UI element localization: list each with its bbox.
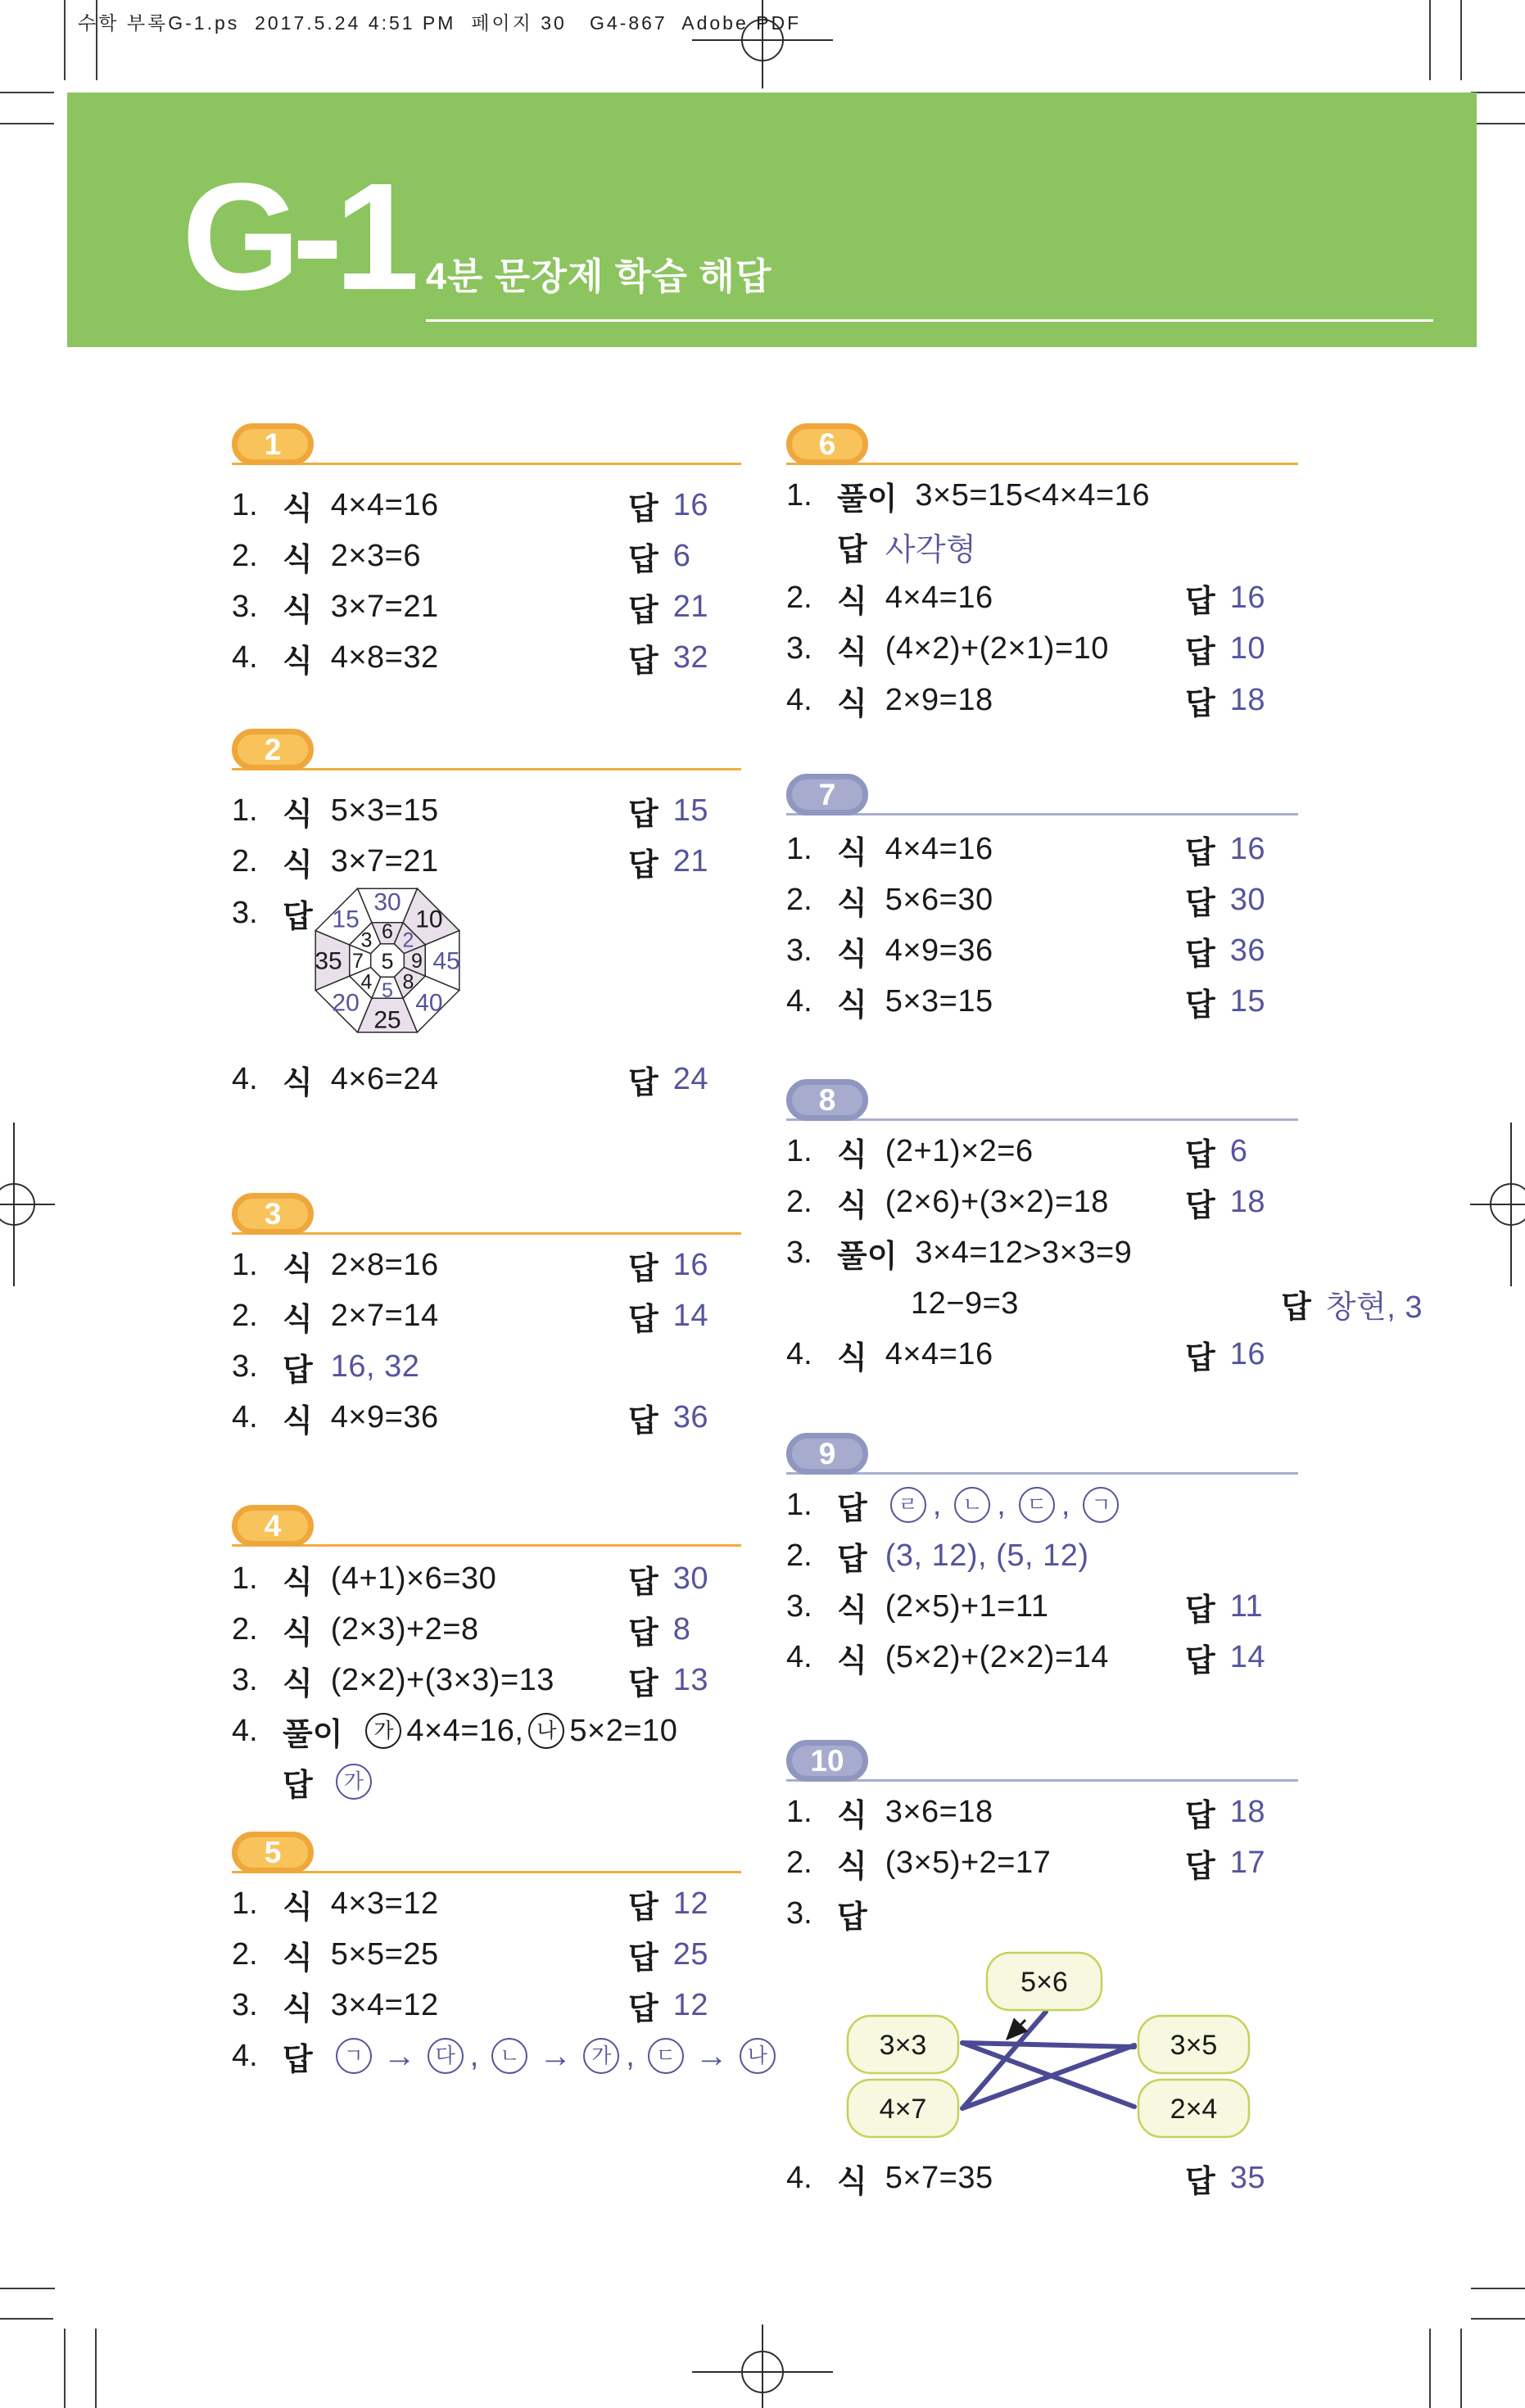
expression-label: 식 <box>283 847 313 883</box>
answer-label: 답 <box>628 542 658 577</box>
expression-label: 답 <box>837 1491 867 1526</box>
octagon-cell-value: 10 <box>415 906 443 933</box>
separator: , <box>469 2038 479 2073</box>
expression: (4×2)+(2×1)=10 <box>885 630 1109 666</box>
answer-label: 답 <box>628 1251 658 1286</box>
answer-label: 답 <box>1185 1137 1215 1172</box>
expression: (2×2)+(3×3)=13 <box>330 1662 554 1697</box>
answer-group <box>1185 1841 1298 1886</box>
registration-mark-right <box>1443 1123 1525 1286</box>
item-number: 3. <box>786 933 812 968</box>
answer-label: 답 <box>628 1940 658 1976</box>
octagon-cell-value: 3 <box>360 928 373 952</box>
item-number: 4. <box>786 983 812 1019</box>
expression-label: 식 <box>283 644 313 679</box>
answer-value: 36 <box>672 1399 708 1434</box>
expression-label: 식 <box>283 1251 313 1286</box>
item-number: 1. <box>786 831 812 866</box>
expression-label: 식 <box>837 1137 867 1172</box>
answer-value: 6 <box>672 538 691 573</box>
crop-mark-line <box>0 123 54 124</box>
expression: 12−9=3 <box>911 1285 1019 1321</box>
separator: , <box>626 2038 635 2073</box>
octagon-cell-value: 40 <box>415 989 443 1017</box>
answer-label: 답 <box>1281 1290 1311 1325</box>
expression-label: 식 <box>837 835 867 870</box>
item-number: 3. <box>786 1895 812 1931</box>
section-rule <box>232 1871 741 1873</box>
answer-label: 답 <box>628 847 658 883</box>
separator: , <box>997 1487 1006 1522</box>
answer-label: 답 <box>628 1302 658 1337</box>
octagon-cell-value: 4 <box>360 970 373 994</box>
answer-value: 18 <box>1229 1184 1265 1219</box>
item-number: 3. <box>232 895 258 930</box>
answer-value: 16 <box>1229 1336 1265 1371</box>
expression-label: 식 <box>283 1890 313 1925</box>
expression-label: 식 <box>837 1188 867 1223</box>
answer-label: 답 <box>1185 635 1215 670</box>
answer-value: 사각형 <box>885 532 977 567</box>
expression-label: 식 <box>837 1340 867 1376</box>
item-number: 3. <box>232 1987 258 2022</box>
octagon-cell-value: 6 <box>382 920 393 943</box>
item-number: 2. <box>232 1611 258 1647</box>
expression-label: 식 <box>283 1615 313 1651</box>
expression-label: 풀이 <box>283 1717 343 1752</box>
expression: (2×5)+1=11 <box>885 1588 1049 1624</box>
answer-value: 32 <box>672 639 708 675</box>
expression-label: 식 <box>837 987 867 1023</box>
section-number-pill: 5 <box>232 1832 314 1873</box>
expression: 2×8=16 <box>330 1247 439 1282</box>
expression-label: 식 <box>283 491 313 526</box>
expression: 4×4=16, <box>406 1713 524 1748</box>
item-number: 4. <box>232 2038 258 2073</box>
answer-value: 10 <box>1229 630 1265 666</box>
crop-mark-line <box>0 2288 55 2289</box>
item-number: 2. <box>786 580 812 615</box>
item-number: 2. <box>232 538 258 573</box>
answer-value: 15 <box>672 793 708 828</box>
circled-char-answer: ㄴ <box>954 1487 990 1523</box>
answer-value: 21 <box>672 843 708 879</box>
expression: 4×9=36 <box>885 933 993 968</box>
answer-value: 11 <box>1229 1588 1264 1624</box>
expression-label: 식 <box>283 1991 313 2026</box>
section-rule <box>786 1118 1298 1121</box>
answer-row <box>232 2031 767 2081</box>
match-box-label: 3×5 <box>1170 2030 1218 2061</box>
expression: 5×2=10 <box>569 1713 678 1748</box>
item-number: 4. <box>786 682 812 717</box>
section-number-pill: 1 <box>232 423 314 465</box>
answer-value: 30 <box>672 1561 708 1596</box>
expression-label: 식 <box>283 1065 313 1100</box>
expression: 4×4=16 <box>885 580 993 615</box>
item-number: 2. <box>232 1298 258 1333</box>
expression-label: 답 <box>283 2042 313 2077</box>
octagon-cell-value: 20 <box>332 989 360 1017</box>
expression-label: 식 <box>837 1798 867 1833</box>
item-number: 1. <box>232 1561 258 1596</box>
octagon-cell-value: 8 <box>402 970 414 994</box>
expression-label: 답 <box>837 532 867 567</box>
separator: , <box>932 1487 942 1522</box>
answer-group <box>628 1983 741 2028</box>
answer-row <box>786 1837 1298 1888</box>
expression-label: 식 <box>283 542 313 577</box>
expression: 3×7=21 <box>330 843 439 879</box>
expression-label: 답 <box>837 1900 867 1935</box>
arrow-icon: → <box>382 2037 416 2074</box>
item-number: 4. <box>786 1639 812 1674</box>
arrow-icon: → <box>539 2037 572 2074</box>
answer-value: 24 <box>672 1061 708 1096</box>
answer-label: 답 <box>1185 1188 1215 1223</box>
item-number: 3. <box>232 589 258 624</box>
item-number: 1. <box>786 1133 812 1168</box>
section-rule <box>232 1232 741 1235</box>
octagon-cell-value: 7 <box>352 950 364 973</box>
item-number: 1. <box>232 1886 258 1921</box>
expression-label: 식 <box>837 635 867 670</box>
answer-value: 18 <box>1229 1794 1265 1829</box>
item-number: 2. <box>232 843 258 879</box>
circled-char-answer: 다 <box>428 2038 464 2074</box>
octagon-cell-value: 5 <box>381 949 394 974</box>
answer-value: 14 <box>1229 1639 1265 1674</box>
answer-row <box>232 1878 741 1929</box>
answer-value: 16, 32 <box>330 1349 420 1384</box>
expression: (2×6)+(3×2)=18 <box>885 1184 1109 1219</box>
crop-mark-line <box>1460 0 1462 80</box>
expression: 5×3=15 <box>885 983 993 1019</box>
answer-row <box>232 1980 741 2031</box>
answer-label: 답 <box>1185 1340 1215 1376</box>
answer-label: 답 <box>1185 886 1215 921</box>
item-number: 4. <box>786 1336 812 1371</box>
circled-char-answer: ㄴ <box>491 2038 527 2074</box>
registration-mark-left <box>0 1123 82 1286</box>
separator: , <box>1061 1487 1070 1522</box>
expression-label: 풀이 <box>837 481 898 517</box>
item-number: 2. <box>232 1936 258 1972</box>
answer-label: 답 <box>628 797 658 832</box>
item-number: 3. <box>232 1349 258 1384</box>
expression-label: 식 <box>837 937 867 972</box>
expression-label: 식 <box>283 797 313 832</box>
octagon-cell-value: 35 <box>315 947 342 975</box>
expression-label: 식 <box>837 886 867 921</box>
section-number-pill: 4 <box>232 1505 314 1547</box>
crop-mark-line <box>1429 2329 1431 2408</box>
match-line <box>962 2043 1134 2047</box>
match-box-label: 5×6 <box>1020 1967 1068 1998</box>
answer-label: 답 <box>1185 835 1215 870</box>
octagon-cell-value: 2 <box>402 928 414 952</box>
crop-mark-line <box>1471 2288 1525 2289</box>
crop-mark-line <box>0 2318 53 2320</box>
octagon-cell-value: 9 <box>411 950 423 973</box>
octagon-multiplication-diagram <box>301 874 473 1046</box>
circled-char-answer: 가 <box>336 1764 372 1800</box>
answer-label: 답 <box>628 593 658 628</box>
crop-mark-line <box>1471 123 1525 124</box>
section-number-pill: 6 <box>786 423 868 465</box>
expression: (3×5)+2=17 <box>885 1845 1052 1880</box>
answer-group <box>1185 1790 1298 1835</box>
expression-label: 답 <box>283 1768 313 1803</box>
octagon-cell-value: 25 <box>373 1006 401 1034</box>
circled-char: 가 <box>365 1713 401 1749</box>
answer-value: 16 <box>1229 580 1265 615</box>
answer-label: 답 <box>1185 987 1215 1023</box>
section-number-pill: 10 <box>786 1740 868 1782</box>
item-number: 1. <box>232 1247 258 1282</box>
item-number: 2. <box>786 1538 812 1573</box>
item-number: 4. <box>232 1399 258 1434</box>
answer-label: 답 <box>1185 584 1215 619</box>
crop-mark-line <box>1471 2318 1525 2320</box>
section-rule <box>232 1544 741 1547</box>
expression: 4×9=36 <box>330 1399 439 1434</box>
expression: 4×4=16 <box>330 487 439 522</box>
answer-label: 답 <box>628 491 658 526</box>
circled-char-answer: ㄷ <box>1019 1487 1055 1523</box>
section-rule <box>786 463 1298 465</box>
item-number: 4. <box>786 2160 812 2195</box>
expression-label: 식 <box>283 1666 313 1701</box>
expression: 2×3=6 <box>330 538 422 573</box>
section-number-pill: 8 <box>786 1079 868 1121</box>
answer-value: 36 <box>1229 933 1265 968</box>
item-number: 1. <box>786 477 812 513</box>
section-number-pill: 3 <box>232 1193 314 1235</box>
item-number: 1. <box>786 1794 812 1829</box>
answer-label: 답 <box>1185 1593 1215 1628</box>
expression: 5×7=35 <box>885 2160 993 2195</box>
answer-value: 8 <box>672 1611 691 1647</box>
expression: (2×3)+2=8 <box>330 1611 479 1647</box>
expression: 3×4=12>3×3=9 <box>915 1235 1133 1270</box>
section-number-pill: 2 <box>232 729 314 770</box>
octagon-cell-value: 45 <box>432 947 460 975</box>
expression-label: 식 <box>837 2164 867 2199</box>
answer-value: 17 <box>1229 1845 1265 1880</box>
answer-group <box>628 1882 741 1927</box>
crop-mark-line <box>64 2329 66 2408</box>
expression: 5×3=15 <box>330 793 439 828</box>
item-number: 1. <box>232 487 258 522</box>
expression-label: 식 <box>283 1940 313 1976</box>
answer-value: 25 <box>672 1936 708 1972</box>
section-rule <box>786 1779 1298 1782</box>
octagon-cell-value: 5 <box>382 979 393 1002</box>
answer-value: 12 <box>672 1886 708 1921</box>
expression: 3×7=21 <box>330 589 439 624</box>
expression: 4×4=16 <box>885 1336 993 1371</box>
item-number: 1. <box>786 1487 812 1522</box>
expression-label: 식 <box>283 1403 313 1439</box>
item-number: 4. <box>232 1713 258 1748</box>
expression-label: 식 <box>837 1593 867 1628</box>
expression: (5×2)+(2×2)=14 <box>885 1639 1109 1674</box>
answer-value: 14 <box>672 1298 708 1333</box>
circled-char-answer: ㄷ <box>648 2038 684 2074</box>
item-number: 3. <box>786 1235 812 1270</box>
answer-value: 30 <box>1229 882 1265 917</box>
match-box-label: 3×3 <box>879 2030 927 2061</box>
expression: 3×6=18 <box>885 1794 993 1829</box>
answer-label: 답 <box>628 1065 658 1100</box>
crop-mark-line <box>0 92 54 93</box>
octagon-cell-value: 15 <box>332 906 360 933</box>
crop-mark-line <box>64 0 66 80</box>
expression: (4+1)×6=30 <box>330 1561 497 1596</box>
match-box-label: 2×4 <box>1170 2094 1218 2125</box>
crop-mark-line <box>95 2329 97 2408</box>
expression: 3×5=15<4×4=16 <box>915 477 1150 513</box>
expression-label: 답 <box>283 899 313 934</box>
item-number: 4. <box>232 1061 258 1096</box>
answer-label: 답 <box>628 1403 658 1439</box>
answer-value: 16 <box>672 1247 708 1282</box>
circled-char-answer: ㄱ <box>1083 1487 1119 1523</box>
expression: 3×4=12 <box>330 1987 439 2022</box>
answer-value: 창현, 3 <box>1325 1290 1423 1325</box>
item-number: 2. <box>786 882 812 917</box>
answer-row <box>786 1888 1298 1939</box>
section-rule <box>786 813 1298 815</box>
item-number: 3. <box>786 630 812 666</box>
expression: 4×8=32 <box>330 639 439 675</box>
item-number: 3. <box>786 1588 812 1624</box>
match-box-label: 4×7 <box>879 2094 927 2125</box>
series-badge: G-1 <box>182 152 412 322</box>
expression-label: 식 <box>283 1302 313 1337</box>
answer-value: 13 <box>672 1662 708 1697</box>
section-rule <box>232 768 741 770</box>
octagon-cell-value: 30 <box>373 888 401 916</box>
page-title: 4분 문장제 학습 해답 <box>426 255 772 297</box>
circled-char: 나 <box>528 1713 564 1749</box>
crop-mark-line <box>1429 0 1431 80</box>
circled-char-answer: ㄹ <box>890 1487 926 1523</box>
expression-label: 식 <box>837 1643 867 1678</box>
answer-label: 답 <box>628 1666 658 1701</box>
answer-label: 답 <box>1185 2164 1215 2199</box>
expression: 2×9=18 <box>885 682 993 717</box>
expression-label: 식 <box>837 686 867 721</box>
answer-label: 답 <box>628 644 658 679</box>
item-number: 2. <box>786 1845 812 1880</box>
crop-mark-line <box>1460 2329 1462 2408</box>
circled-char-answer: ㄱ <box>336 2038 372 2074</box>
circled-char-answer: 가 <box>583 2038 619 2074</box>
answer-label: 답 <box>1185 1798 1215 1833</box>
answer-row <box>786 2153 1298 2203</box>
item-number: 2. <box>786 1184 812 1219</box>
item-number: 3. <box>232 1662 258 1697</box>
answer-label: 답 <box>628 1890 658 1925</box>
answer-value: 16 <box>1229 831 1265 866</box>
expression-label: 식 <box>837 1849 867 1884</box>
section-number-pill: 9 <box>786 1433 868 1475</box>
answer-value: 12 <box>672 1987 708 2022</box>
expression-label: 답 <box>283 1353 313 1388</box>
expression-label: 식 <box>283 593 313 628</box>
answer-value: 18 <box>1229 682 1265 717</box>
item-number: 4. <box>232 639 258 675</box>
section-rule <box>786 1472 1298 1475</box>
matching-diagram <box>844 1940 1261 2157</box>
expression: 5×5=25 <box>330 1936 439 1972</box>
item-number: 1. <box>232 793 258 828</box>
answer-group <box>628 1932 741 1977</box>
answer-row <box>232 1929 741 1980</box>
expression: 5×6=30 <box>885 882 993 917</box>
answer-value: 21 <box>672 589 708 624</box>
answer-value: 35 <box>1229 2160 1265 2195</box>
expression-label: 식 <box>283 1565 313 1600</box>
section-rule <box>232 463 741 465</box>
print-meta: 수학 부록G-1.ps 2017.5.24 4:51 PM 페이지 30 G4-867 Adobe PDF <box>78 12 802 34</box>
expression: (2+1)×2=6 <box>885 1133 1034 1168</box>
answer-label: 답 <box>628 1565 658 1600</box>
answer-label: 답 <box>628 1991 658 2026</box>
expression: 4×4=16 <box>885 831 993 866</box>
answer-label: 답 <box>1185 1643 1215 1678</box>
circled-char-answer: 나 <box>740 2038 776 2074</box>
crop-mark-line <box>1471 92 1525 93</box>
section-number-pill: 7 <box>786 774 868 815</box>
answer-row <box>786 1787 1298 1837</box>
expression: 4×6=24 <box>330 1061 439 1096</box>
answer-value: 6 <box>1229 1133 1248 1168</box>
answer-value: 16 <box>672 487 708 522</box>
expression-label: 식 <box>837 584 867 619</box>
answer-value: 15 <box>1229 983 1265 1019</box>
expression-label: 답 <box>837 1542 867 1577</box>
answer-label: 답 <box>1185 937 1215 972</box>
arrow-icon: → <box>695 2037 728 2074</box>
expression: 4×3=12 <box>330 1886 439 1921</box>
expression: 2×7=14 <box>330 1298 439 1333</box>
answer-value: (3, 12), (5, 12) <box>885 1538 1089 1573</box>
answer-label: 답 <box>628 1615 658 1651</box>
answer-group <box>1281 1281 1423 1326</box>
answer-label: 답 <box>1185 686 1215 721</box>
expression-label: 풀이 <box>837 1239 898 1274</box>
answer-group <box>1185 2156 1298 2201</box>
answer-label: 답 <box>1185 1849 1215 1884</box>
